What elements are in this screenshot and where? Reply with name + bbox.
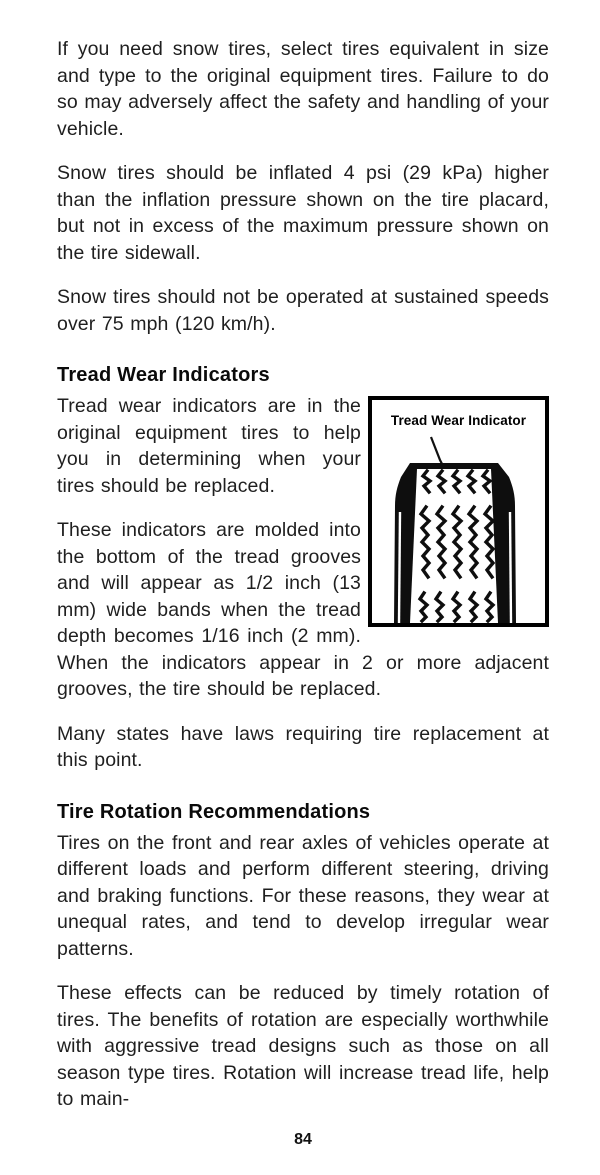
paragraph-rotation-wear: Tires on the front and rear axles of vehicles operate at different loads and perform different steering, driving and braking functions. For these reasons, they wear at unequal rates, and tend to develop irregular wear patterns. [57,831,549,960]
paragraph-snow-tire-speed: Snow tires should not be operated at sustained speeds over 75 mph (120 km/h). [57,286,549,335]
paragraph-tread-wear-bands: These indicators are molded into the bottom of the tread grooves and will appear as 1/2 inch (13 mm) wide bands when the tread depth becomes 1/16 inch (2 mm). When the indicators appear in 2 or more adjacent grooves, the tire should be replaced. [57,519,549,700]
sidewall-highlight-left [399,512,400,623]
tire-tread-illustration [372,400,545,623]
tread-wear-indicator-figure [368,396,549,627]
paragraph-state-laws: Many states have laws requiring tire replacement at this point. [57,722,549,771]
paragraph-snow-tire-selection: If you need snow tires, select tires equivalent in size and type to the original equipment tires. Failure to do so may adversely affect the safety and handling of your vehicle. [57,38,549,140]
paragraph-tread-wear-purpose: Tread wear indicators are in the original equipment tires to help you in determining when your tires should be replaced. [57,395,361,497]
heading-tread-wear-indicators: Tread Wear Indicators [57,364,270,386]
sidewall-highlight-right [510,512,511,623]
figure-caption: Tread Wear Indicator [390,413,527,428]
page-content [57,36,549,1131]
heading-tire-rotation: Tire Rotation Recommendations [57,800,371,823]
page-number: 84 [294,1130,312,1148]
paragraph-snow-tire-inflation: Snow tires should be inflated 4 psi (29 kPa) higher than the inflation pressure shown on the tire placard, but not in excess of the maximum pressure shown on the tire sidewall. [57,162,549,264]
paragraph-rotation-benefits: These effects can be reduced by timely rotation of tires. The benefits of rotation are especially worthwhile with aggressive tread designs such as those on all season type tires. Rotation will increase tread life, help to main- [57,982,549,1110]
